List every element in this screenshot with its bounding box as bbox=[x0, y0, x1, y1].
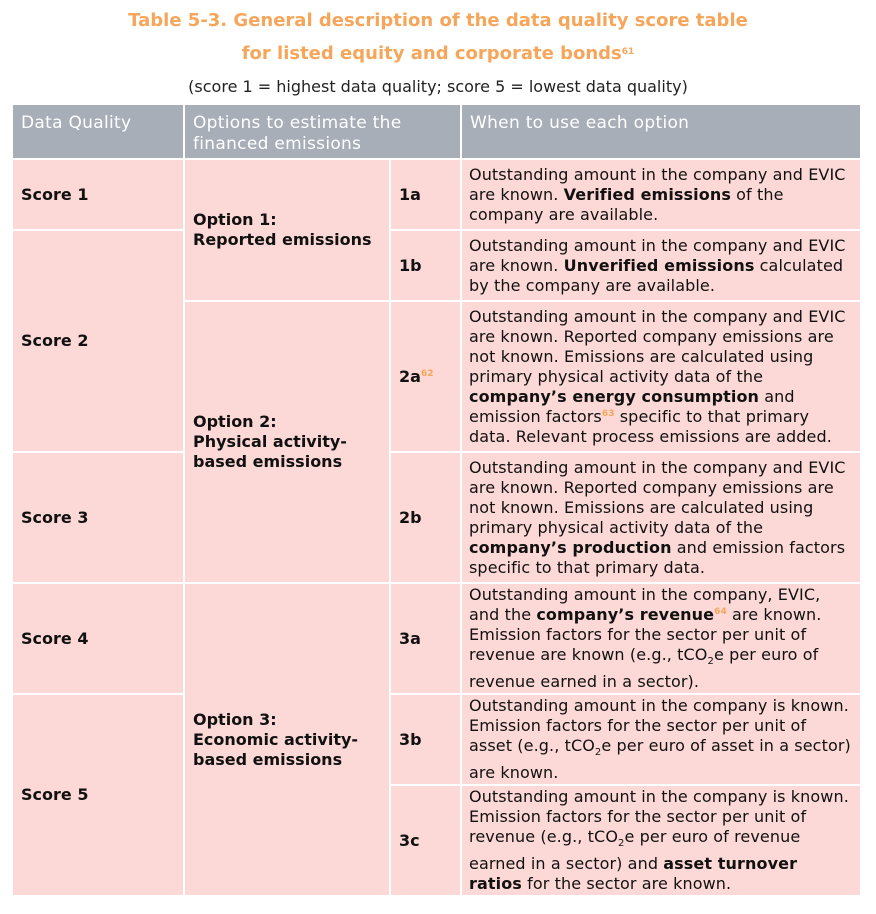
desc-2a-text-end: specific to that primary data. Relevant process emissions are added. bbox=[469, 406, 832, 446]
desc-1b bbox=[461, 230, 861, 301]
header-data-quality: Data Quality bbox=[12, 104, 184, 159]
option-2-name-line-2: based emissions bbox=[193, 452, 343, 471]
desc-3a-text: Outstanding amount in the company, EVIC, and the bbox=[469, 584, 821, 624]
code-3c: 3c bbox=[390, 785, 461, 896]
desc-2b-bold: company’s production bbox=[469, 537, 672, 557]
desc-1a-bold: Verified emissions bbox=[563, 184, 731, 204]
data-quality-score-table bbox=[11, 103, 862, 897]
desc-2a-footnote-ref[interactable]: 63 bbox=[601, 408, 615, 419]
score-4-cell: Score 4 bbox=[12, 583, 184, 694]
desc-2a-bold: company’s energy consumption bbox=[469, 386, 760, 406]
desc-2a-text-mid: and emission factors bbox=[469, 386, 795, 426]
desc-3c-text-end: for the sector are known. bbox=[521, 874, 732, 894]
option-3-label: Option 3: bbox=[193, 709, 277, 729]
code-2b: 2b bbox=[390, 452, 461, 583]
option-1-cell bbox=[184, 159, 390, 301]
desc-2b-text: Outstanding amount in the company and EVIC are known. Reported company emissions are not known. Emissions are calculated using primary physical activity data of the bbox=[469, 457, 846, 537]
desc-3a-text-mid: are known. Emission factors for the sector per unit of revenue are known (e.g., tCO bbox=[469, 604, 822, 664]
option-3-cell bbox=[184, 583, 390, 896]
option-2-cell bbox=[184, 301, 390, 583]
desc-1a-text-end: of the company are available. bbox=[469, 184, 784, 224]
code-3a: 3a bbox=[390, 583, 461, 694]
code-1a: 1a bbox=[390, 159, 461, 230]
desc-3c-text-mid: e per euro of revenue earned in a sector) and bbox=[469, 826, 801, 874]
header-options: Options to estimate the financed emissions bbox=[184, 104, 461, 159]
desc-2a-text: Outstanding amount in the company and EVIC are known. Reported company emissions are not known. Emissions are calculated using primary physical activity data of the bbox=[469, 306, 846, 386]
desc-3c bbox=[461, 785, 861, 896]
desc-3a-footnote-ref[interactable]: 64 bbox=[714, 606, 727, 617]
option-3-name-line-1: Economic activity- bbox=[193, 729, 359, 749]
code-2a-footnote-ref[interactable]: 62 bbox=[420, 368, 434, 379]
code-2a bbox=[390, 301, 461, 452]
option-2-label: Option 2: bbox=[193, 412, 277, 431]
desc-3a-subscript: 2 bbox=[707, 656, 714, 668]
desc-3b-text-end: e per euro of asset in a sector) are known. bbox=[469, 735, 851, 783]
table-subtitle: (score 1 = highest data quality; score 5 = lowest data quality) bbox=[188, 77, 688, 96]
desc-1b-bold: Unverified emissions bbox=[563, 255, 755, 275]
desc-1a bbox=[461, 159, 861, 230]
desc-3c-bold: asset turnover ratios bbox=[469, 854, 798, 894]
score-5-cell: Score 5 bbox=[12, 694, 184, 896]
desc-1b-text: Outstanding amount in the company and EVIC are known. bbox=[469, 235, 846, 275]
score-2-cell: Score 2 bbox=[12, 230, 184, 452]
header-when-to-use: When to use each option bbox=[461, 104, 861, 159]
desc-3b-text: Outstanding amount in the company is known. Emission factors for the sector per unit of asset (e.g., tCO bbox=[469, 695, 849, 755]
code-3b: 3b bbox=[390, 694, 461, 785]
desc-3c-text: Outstanding amount in the company is known. Emission factors for the sector per unit of revenue (e.g., tCO bbox=[469, 786, 849, 846]
option-1-name: Reported emissions bbox=[193, 230, 372, 249]
desc-3b-subscript: 2 bbox=[594, 747, 602, 759]
score-1-cell: Score 1 bbox=[12, 159, 184, 230]
code-1b: 1b bbox=[390, 230, 461, 301]
desc-3a bbox=[461, 583, 861, 694]
option-2-name-line-1: Physical activity- bbox=[193, 432, 347, 451]
table-title-line-1: Table 5-3. General description of the data quality score table bbox=[128, 10, 748, 31]
desc-3a-bold: company’s revenue bbox=[536, 604, 715, 624]
code-2a-text: 2a bbox=[399, 366, 421, 386]
option-3-name-line-2: based emissions bbox=[193, 749, 343, 769]
desc-3a-text-end: e per euro of revenue earned in a sector). bbox=[469, 644, 819, 692]
desc-2b bbox=[461, 452, 861, 583]
desc-2a bbox=[461, 301, 861, 452]
title-footnote-ref[interactable]: 61 bbox=[621, 47, 635, 57]
score-3-cell: Score 3 bbox=[12, 452, 184, 583]
desc-3b bbox=[461, 694, 861, 785]
table-title-text: for listed equity and corporate bonds bbox=[241, 43, 622, 64]
table-title-line-2 bbox=[0, 39, 876, 69]
desc-1b-text-end: calculated by the company are available. bbox=[469, 255, 844, 295]
desc-2b-text-end: and emission factors specific to that primary data. bbox=[469, 537, 846, 577]
desc-1a-text: Outstanding amount in the company and EVIC are known. bbox=[469, 164, 846, 204]
desc-3c-subscript: 2 bbox=[618, 838, 625, 850]
option-1-label: Option 1: bbox=[193, 210, 277, 229]
